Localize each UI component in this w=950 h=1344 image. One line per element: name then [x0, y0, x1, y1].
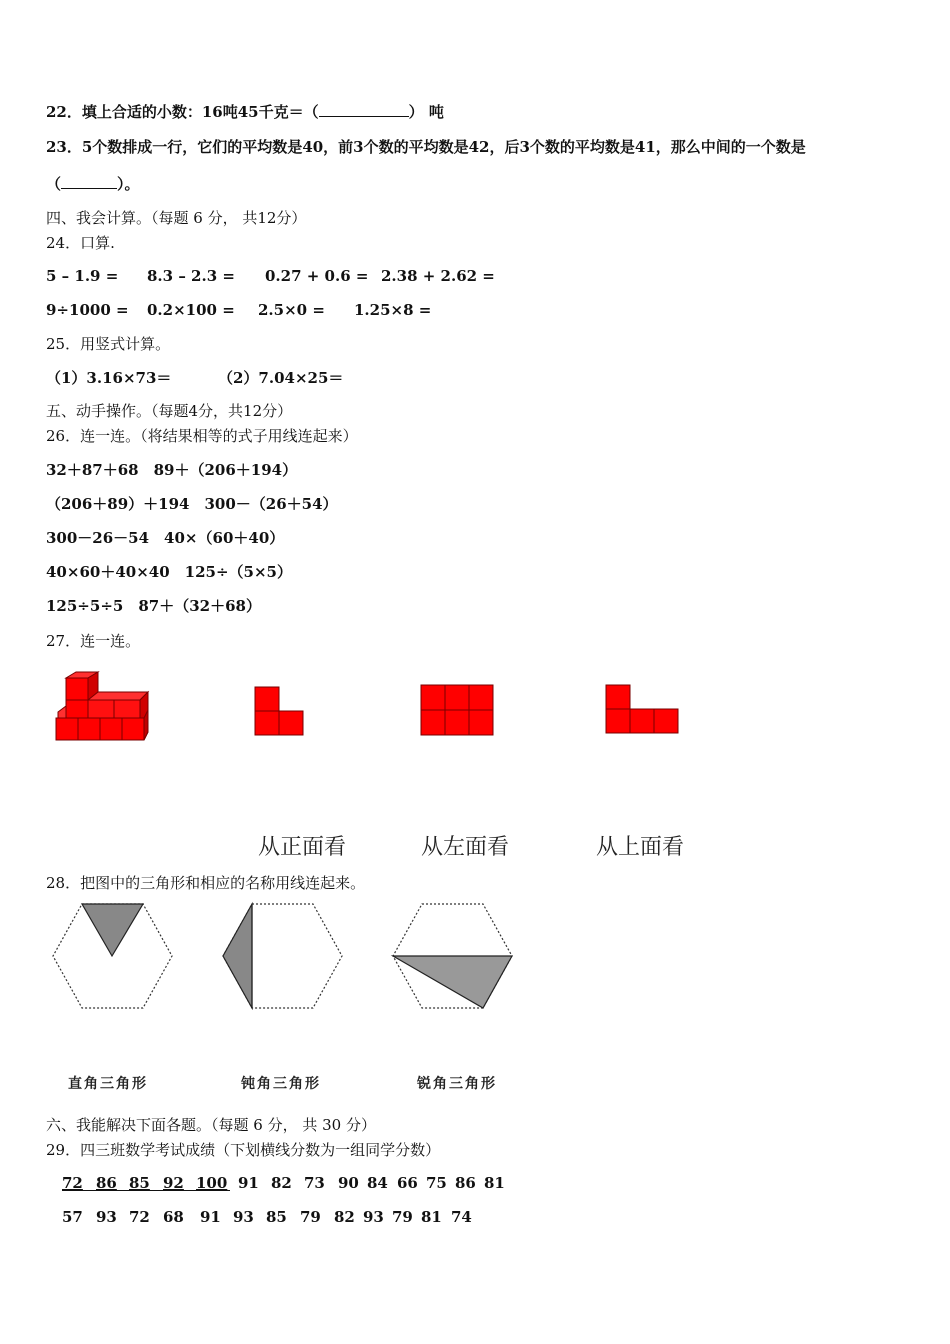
score: 66 — [397, 1174, 418, 1192]
score: 72 — [129, 1208, 150, 1226]
score: 91 — [200, 1208, 221, 1226]
question-24-title: 24．口算. — [46, 234, 115, 252]
score-underlined: 100 — [196, 1174, 228, 1192]
hexagon-figure-2 — [220, 900, 345, 1010]
section-5-heading: 五、动手操作。（每题4分，共12分） — [46, 402, 293, 420]
triangle-label-acute: 锐角三角形 — [417, 1076, 497, 1092]
score: 79 — [392, 1208, 413, 1226]
score-underlined: 86 — [96, 1174, 117, 1192]
vertical-calc-item: （1）3.16×73＝ — [46, 369, 172, 387]
score: 82 — [271, 1174, 292, 1192]
section-4-heading: 四、我会计算。（每题 6 分， 共12分） — [46, 209, 307, 227]
score: 85 — [266, 1208, 287, 1226]
score-underlined: 85 — [129, 1174, 150, 1192]
question-23-answer: （ ）。 — [46, 175, 140, 193]
score-underlined: 72 — [62, 1174, 83, 1192]
oral-calc-item: 0.2×100 = — [147, 301, 235, 319]
score: 90 — [338, 1174, 359, 1192]
view-label-top: 从上面看 — [596, 835, 685, 860]
answer-blank[interactable] — [319, 102, 409, 117]
score: 75 — [426, 1174, 447, 1192]
score: 82 — [334, 1208, 355, 1226]
oral-calc-item: 9÷1000 = — [46, 301, 129, 319]
question-25-title: 25．用竖式计算。 — [46, 335, 171, 353]
score: 73 — [304, 1174, 325, 1192]
oral-calc-item: 2.38 + 2.62 = — [381, 267, 495, 285]
score: 81 — [421, 1208, 442, 1226]
cube-stack-figure — [50, 670, 155, 748]
question-23: 23．5个数排成一行，它们的平均数是40，前3个数的平均数是42，后3个数的平均数是41，那么中间的一个数是 — [46, 138, 806, 156]
score: 86 — [455, 1174, 476, 1192]
question-22: 22．填上合适的小数：16吨45千克＝（ ） 吨 — [46, 103, 444, 121]
oral-calc-item: 5 – 1.9 = — [46, 267, 119, 285]
question-27-title: 27．连一连。 — [46, 632, 141, 650]
score: 79 — [300, 1208, 321, 1226]
matching-row: （206＋89）＋194 300－（26＋54） — [46, 495, 338, 513]
section-6-heading: 六、我能解决下面各题。（每题 6 分， 共 30 分） — [46, 1116, 376, 1134]
triangle-label-obtuse: 钝角三角形 — [241, 1076, 321, 1092]
top-view-figure — [420, 684, 496, 738]
score: 93 — [363, 1208, 384, 1226]
oral-calc-item: 1.25×8 = — [354, 301, 432, 319]
question-29-title: 29．四三班数学考试成绩（下划横线分数为一组同学分数） — [46, 1141, 441, 1159]
matching-row: 125÷5÷5 87＋（32＋68） — [46, 597, 261, 615]
underline-rule — [62, 1190, 230, 1191]
score: 91 — [238, 1174, 259, 1192]
oral-calc-item: 0.27 + 0.6 = — [265, 267, 369, 285]
score: 93 — [96, 1208, 117, 1226]
question-26-title: 26．连一连。（将结果相等的式子用线连起来） — [46, 427, 358, 445]
matching-row: 40×60＋40×40 125÷（5×5） — [46, 563, 292, 581]
oral-calc-item: 8.3 – 2.3 = — [147, 267, 235, 285]
hexagon-figure-1 — [50, 900, 175, 1010]
front-view-figure — [254, 686, 306, 738]
hexagon-figure-3 — [390, 900, 515, 1010]
view-label-left: 从左面看 — [421, 835, 510, 860]
view-label-front: 从正面看 — [258, 835, 347, 860]
answer-blank[interactable] — [61, 174, 117, 189]
matching-row: 32＋87＋68 89＋（206＋194） — [46, 461, 298, 479]
vertical-calc-item: （2）7.04×25＝ — [218, 369, 344, 387]
question-28-title: 28．把图中的三角形和相应的名称用线连起来。 — [46, 874, 366, 892]
score-underlined: 92 — [163, 1174, 184, 1192]
score: 68 — [163, 1208, 184, 1226]
side-view-figure — [605, 684, 681, 738]
score: 74 — [451, 1208, 472, 1226]
triangle-label-right: 直角三角形 — [68, 1076, 148, 1092]
score: 93 — [233, 1208, 254, 1226]
score: 81 — [484, 1174, 505, 1192]
score: 84 — [367, 1174, 388, 1192]
oral-calc-item: 2.5×0 = — [258, 301, 325, 319]
score: 57 — [62, 1208, 83, 1226]
matching-row: 300－26－54 40×（60＋40） — [46, 529, 285, 547]
